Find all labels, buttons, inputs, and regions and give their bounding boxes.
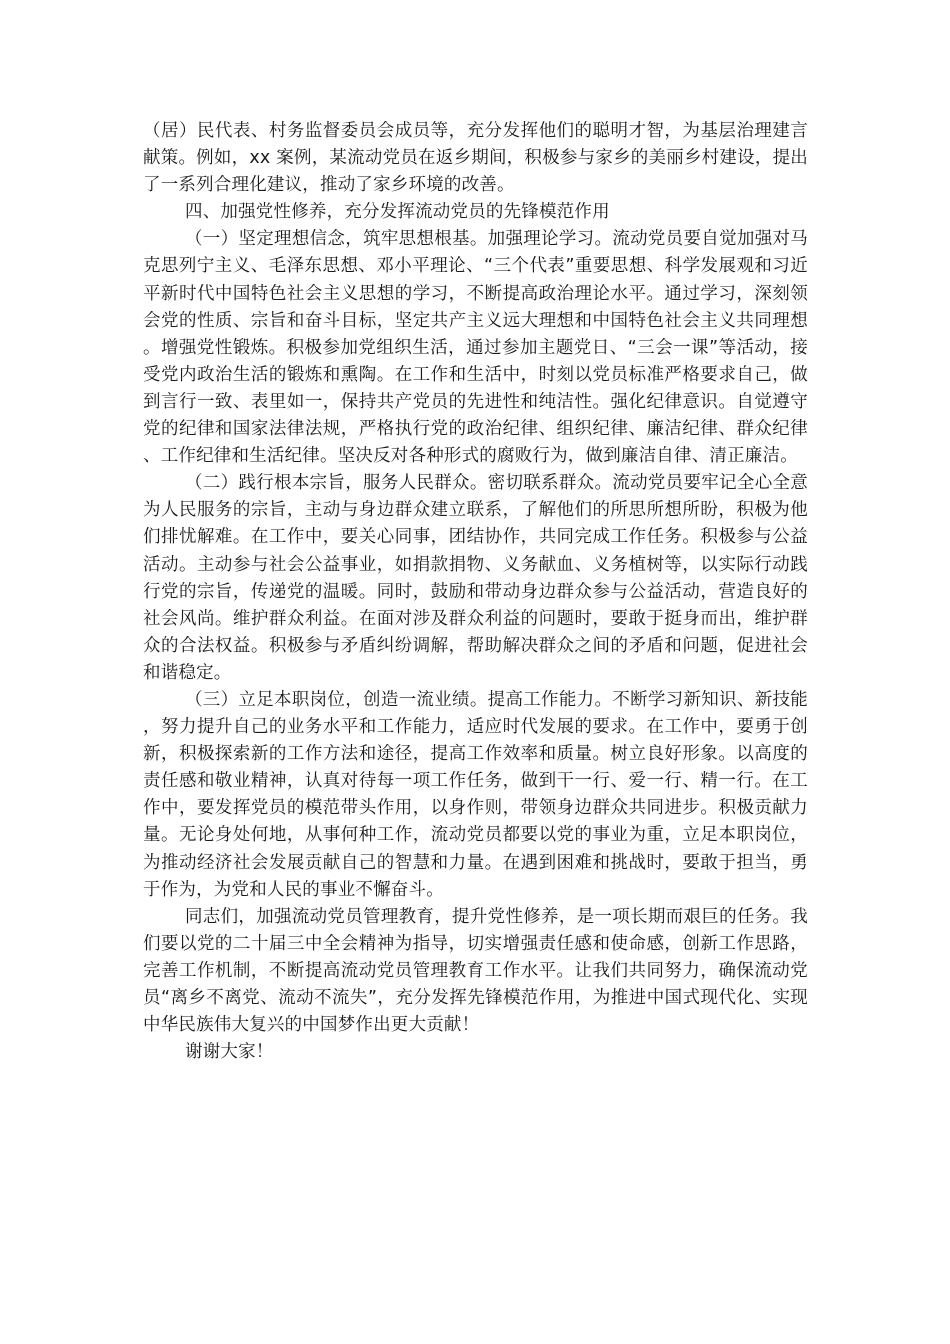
paragraph-continuation: （居）民代表、村务监督委员会成员等，充分发挥他们的聪明才智，为基层治理建言献策。例如，xx 案例，某流动党员在返乡期间，积极参与家乡的美丽乡村建设，提出了一系列合理化建议，推动了家乡环境的改善。 xyxy=(143,121,808,196)
document-page xyxy=(143,118,808,1066)
section-heading-four: 四、加强党性修养，充分发挥流动党员的先锋模范作用 xyxy=(185,202,610,223)
paragraph-item-three: （三）立足本职岗位，创造一流业绩。提高工作能力。不断学习新知识、新技能，努力提升自己的业务水平和工作能力，适应时代发展的要求。在工作中，要勇于创新，积极探索新的工作方法和途径，提高工作效率和质量。树立良好形象。以高度的责任感和敬业精神，认真对待每一项工作任务，做到干一行、爱一行、精一行。在工作中，要发挥党员的模范带头作用，以身作则，带领身边群众共同进步。积极贡献力量。无论身处何地，从事何种工作，流动党员都要以党的事业为重，立足本职岗位，为推动经济社会发展贡献自己的智慧和力量。在遇到困难和挑战时，要敢于担当，勇于作为，为党和人民的事业不懈奋斗。 xyxy=(143,689,808,900)
paragraph-conclusion: 同志们，加强流动党员管理教育，提升党性修养，是一项长期而艰巨的任务。我们要以党的二十届三中全会精神为指导，切实增强责任感和使命感，创新工作思路，完善工作机制，不断提高流动党员管理教育工作水平。让我们共同努力，确保流动党员“离乡不离党、流动不流失”，充分发挥先锋模范作用，为推进中国式现代化、实现中华民族伟大复兴的中国梦作出更大贡献！ xyxy=(143,906,808,1036)
paragraph-item-two: （二）践行根本宗旨，服务人民群众。密切联系群众。流动党员要牢记全心全意为人民服务的宗旨，主动与身边群众建立联系，了解他们的所思所想所盼，积极为他们排忧解难。在工作中，要关心同事，团结协作，共同完成工作任务。积极参与公益活动。主动参与社会公益事业，如捐款捐物、义务献血、义务植树等，以实际行动践行党的宗旨，传递党的温暖。同时，鼓励和带动身边群众参与公益活动，营造良好的社会风尚。维护群众利益。在面对涉及群众利益的问题时，要敢于挺身而出，维护群众的合法权益。积极参与矛盾纠纷调解，帮助解决群众之间的矛盾和问题，促进社会和谐稳定。 xyxy=(143,473,808,683)
paragraph-item-one: （一）坚定理想信念，筑牢思想根基。加强理论学习。流动党员要自觉加强对马克思列宁主义、毛泽东思想、邓小平理论、“三个代表”重要思想、科学发展观和习近平新时代中国特色社会主义思想的学习，不断提高政治理论水平。通过学习，深刻领会党的性质、宗旨和奋斗目标，坚定共产主义远大理想和中国特色社会主义共同理想。增强党性锻炼。积极参加党组织生活，通过参加主题党日、“三会一课”等活动，接受党内政治生活的锻炼和熏陶。在工作和生活中，时刻以党员标准严格要求自己，做到言行一致、表里如一，保持共产党员的先进性和纯洁性。强化纪律意识。自觉遵守党的纪律和国家法律法规，严格执行党的政治纪律、组织纪律、廉洁纪律、群众纪律、工作纪律和生活纪律。坚决反对各种形式的腐败行为，做到廉洁自律、清正廉洁。 xyxy=(143,229,808,467)
closing-thanks: 谢谢大家！ xyxy=(185,1042,274,1063)
